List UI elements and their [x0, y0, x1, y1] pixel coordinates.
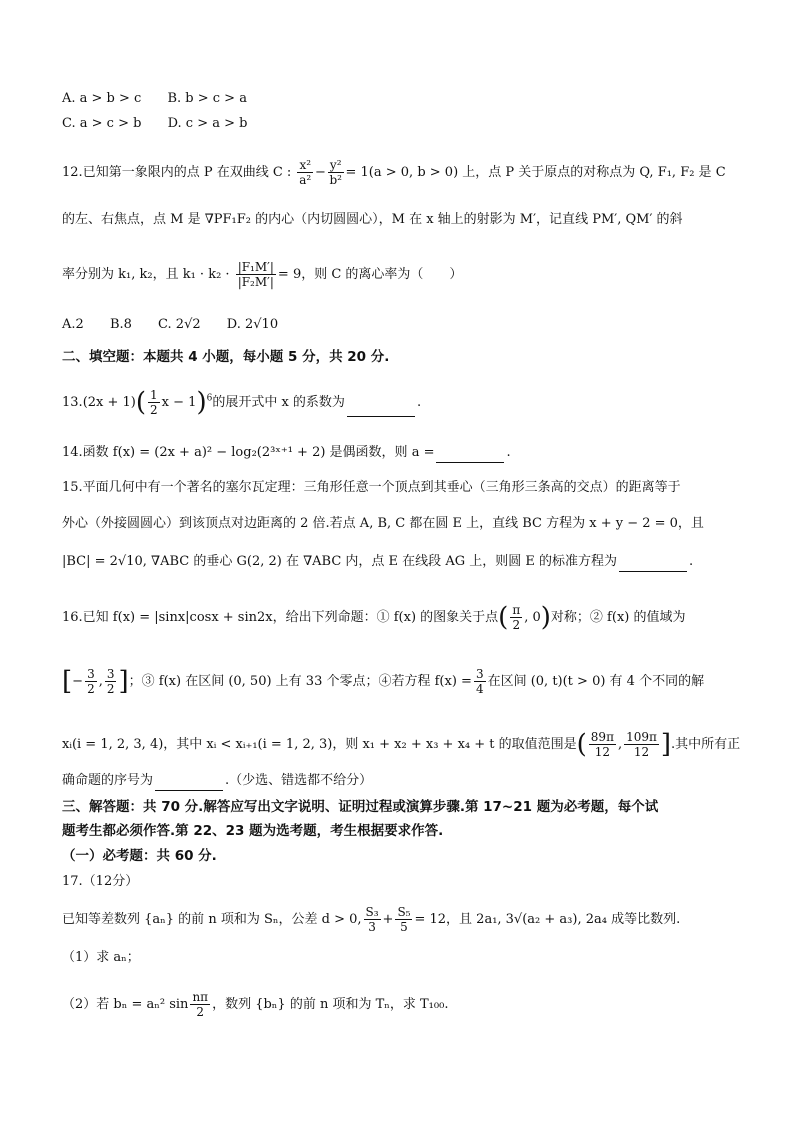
q12-line3: [62, 260, 462, 289]
q17-part1: （1）求 aₙ；: [62, 950, 140, 965]
q17-text-a: 已知等差数列 {aₙ} 的前 n 项和为 Sₙ，公差 d > 0,: [62, 912, 362, 927]
q17-text-c: （2）若 bₙ = aₙ² sin: [62, 997, 189, 1012]
q13-factor2: x − 1: [161, 395, 197, 410]
q16-range-frac2: $\frac{109\pi}{12}$: [626, 730, 657, 759]
q13-half-fraction: $\frac{1}{2}$: [150, 388, 158, 417]
q15-end: .: [688, 554, 694, 569]
q12-text-d: = 9，则 C 的离心率为（ ）: [277, 267, 463, 282]
q11-option-a: A. a > b > c: [62, 91, 142, 106]
q12-ratio-fraction: $\frac{\text{|F₁M′|}}{\text{|F₂M′|}}$: [237, 260, 274, 289]
q12-fraction-x: $\frac{\text{x²}}{\text{a²}}$: [299, 158, 312, 187]
q16-text-a: 16.已知 f(x) = |sinx|cosx + sin2x，给出下列命题：① f(x) 的图象关于点: [62, 610, 499, 625]
q16-point-y: , 0: [524, 610, 541, 625]
q15-line3: [62, 552, 693, 572]
q17-npi-fraction: $\frac{n\pi}{2}$: [192, 990, 209, 1019]
q15-line2: 外心（外接圆圆心）到该顶点对边距离的 2 倍.若点 A, B, C 都在圆 E 上，直线 BC 方程为 x + y − 2 = 0，且: [62, 516, 704, 531]
q11-option-d: D. c > a > b: [167, 116, 248, 131]
q17-s5-fraction: $\frac{\text{S₅}}{5}$: [397, 905, 411, 934]
q16-text-f: .其中所有正: [671, 737, 741, 752]
q16-range-low: $\frac{3}{2}$: [87, 667, 95, 696]
q12-line2: 的左、右焦点，点 M 是 ∇PF₁F₂ 的内心（内切圆圆心），M 在 x 轴上的射影为 M′，记直线 PM′, QM′ 的斜: [62, 212, 683, 227]
q16-three-quarters: $\frac{3}{4}$: [475, 667, 484, 696]
q15-line1: 15.平面几何中有一个著名的塞尔瓦定理：三角形任意一个顶点到其垂心（三角形三条高的交点）的距离等于: [62, 480, 681, 495]
q12-options: [62, 315, 300, 335]
q16-line3: xᵢ(i = 1, 2, 3, 4)，其中 xᵢ < xᵢ₊₁(i = 1, 2, 3)，则 x₁ + x₂ + x₃ + x₄ + t 的取值范围是( $\frac{89\pi}{12}$ , $\frac{109\pi}{12}$ ].其中所有正: [62, 729, 741, 760]
q16-text-g: 确命题的序号为: [62, 773, 154, 788]
q13-end: .: [416, 395, 422, 410]
q13-line: 13.(2x + 1)( $\frac{1}{2}$ x − 1)$^6$的展开式中 x 的系数为 .: [62, 387, 422, 418]
q17-plus: +: [382, 912, 394, 927]
q13-power: 6: [206, 393, 213, 404]
q12-option-a: A.2: [62, 317, 84, 332]
q14-answer-blank[interactable]: [436, 448, 504, 463]
q12-option-b: B.8: [109, 317, 132, 332]
q17-line1: [62, 905, 680, 934]
q12-fraction-y: $\frac{\text{y²}}{\text{b²}}$: [329, 158, 342, 187]
q14-text: 14.函数 f(x) = (2x + a)² − log₂(2³ˣ⁺¹ + 2) 是偶函数，则 a =: [62, 445, 435, 460]
q17-part2: [62, 990, 448, 1019]
q16-line4: [62, 771, 372, 791]
section3-heading-line2: 题考生都必须作答.第 22、23 题为选考题，考生根据要求作答.: [62, 823, 444, 839]
q12-text-c: 率分别为 k₁, k₂，且 k₁ · k₂ ·: [62, 267, 230, 282]
q16-pi-fraction: $\frac{\pi}{2}$: [512, 603, 521, 632]
q16-text-h: .（少选、错选都不给分）: [225, 773, 373, 788]
q16-line2: [− $\frac{3}{2}$ , $\frac{3}{2}$ ]；③ f(x) 在区间 (0, 50) 上有 33 个零点；④若方程 f(x) = $\frac{3}{4}$ 在区间 (0, t)(t > 0) 有 4 个不同的解: [62, 666, 705, 697]
q11-options-row1: [62, 89, 269, 109]
q17-title: 17.（12分）: [62, 874, 139, 889]
q12-minus: −: [315, 165, 326, 180]
q16-text-e: xᵢ(i = 1, 2, 3, 4)，其中 xᵢ < xᵢ₊₁(i = 1, 2, 3)，则 x₁ + x₂ + x₃ + x₄ + t 的取值范围是: [62, 737, 577, 752]
q11-options-row2: [62, 114, 269, 134]
q13-text: 的展开式中 x 的系数为: [212, 395, 345, 410]
q12-text-a: 已知第一象限内的点 P 在双曲线 C :: [82, 165, 292, 180]
q13-number: 13.: [62, 395, 83, 410]
section2-heading: 二、填空题：本题共 4 小题，每小题 5 分，共 20 分.: [62, 349, 390, 365]
q12-option-c: C. 2√2: [158, 317, 201, 332]
q16-line1: 16.已知 f(x) = |sinx|cosx + sin2x，给出下列命题：① f(x) 的图象关于点( $\frac{\pi}{2}$ , 0)对称；② f(x) 的值域为: [62, 602, 686, 633]
q16-text-c: ；③ f(x) 在区间 (0, 50) 上有 33 个零点；④若方程 f(x) =: [128, 674, 472, 689]
q15-text: |BC| = 2√10, ∇ABC 的垂心 G(2, 2) 在 ∇ABC 内，点 E 在线段 AG 上，则圆 E 的标准方程为: [62, 554, 617, 569]
q16-answer-blank[interactable]: [155, 776, 223, 791]
q14-line: [62, 443, 511, 463]
q13-factor1: (2x + 1): [82, 395, 136, 410]
q16-text-d: 在区间 (0, t)(t > 0) 有 4 个不同的解: [487, 674, 705, 689]
q12-number: 12.: [62, 165, 83, 180]
q11-option-b: B. b > c > a: [167, 91, 247, 106]
q16-range-high: $\frac{3}{2}$: [106, 667, 115, 696]
q12-option-d: D. 2√10: [226, 317, 279, 332]
q17-s3-fraction: $\frac{\text{S₃}}{3}$: [365, 905, 379, 934]
q12-line1: [62, 158, 726, 187]
q11-option-c: C. a > c > b: [62, 116, 142, 131]
q15-answer-blank[interactable]: [619, 557, 687, 572]
q17-text-b: = 12，且 2a₁, 3√(a₂ + a₃), 2a₄ 成等比数列.: [414, 912, 681, 927]
q12-text-b: = 1(a > 0, b > 0) 上，点 P 关于原点的对称点为 Q, F₁, F₂ 是 C: [345, 165, 726, 180]
q17-text-d: ，数列 {bₙ} 的前 n 项和为 Tₙ，求 T₁₀₀.: [212, 997, 449, 1012]
section3-subheading: （一）必考题：共 60 分.: [62, 848, 217, 864]
q16-range-frac1: $\frac{89\pi}{12}$: [590, 730, 614, 759]
q13-answer-blank[interactable]: [347, 402, 415, 417]
section3-heading-line1: 三、解答题：共 70 分.解答应写出文字说明、证明过程或演算步骤.第 17~21 题为必考题，每个试: [62, 799, 659, 815]
q14-end: .: [506, 445, 511, 460]
q16-text-b: 对称；② f(x) 的值域为: [550, 610, 686, 625]
